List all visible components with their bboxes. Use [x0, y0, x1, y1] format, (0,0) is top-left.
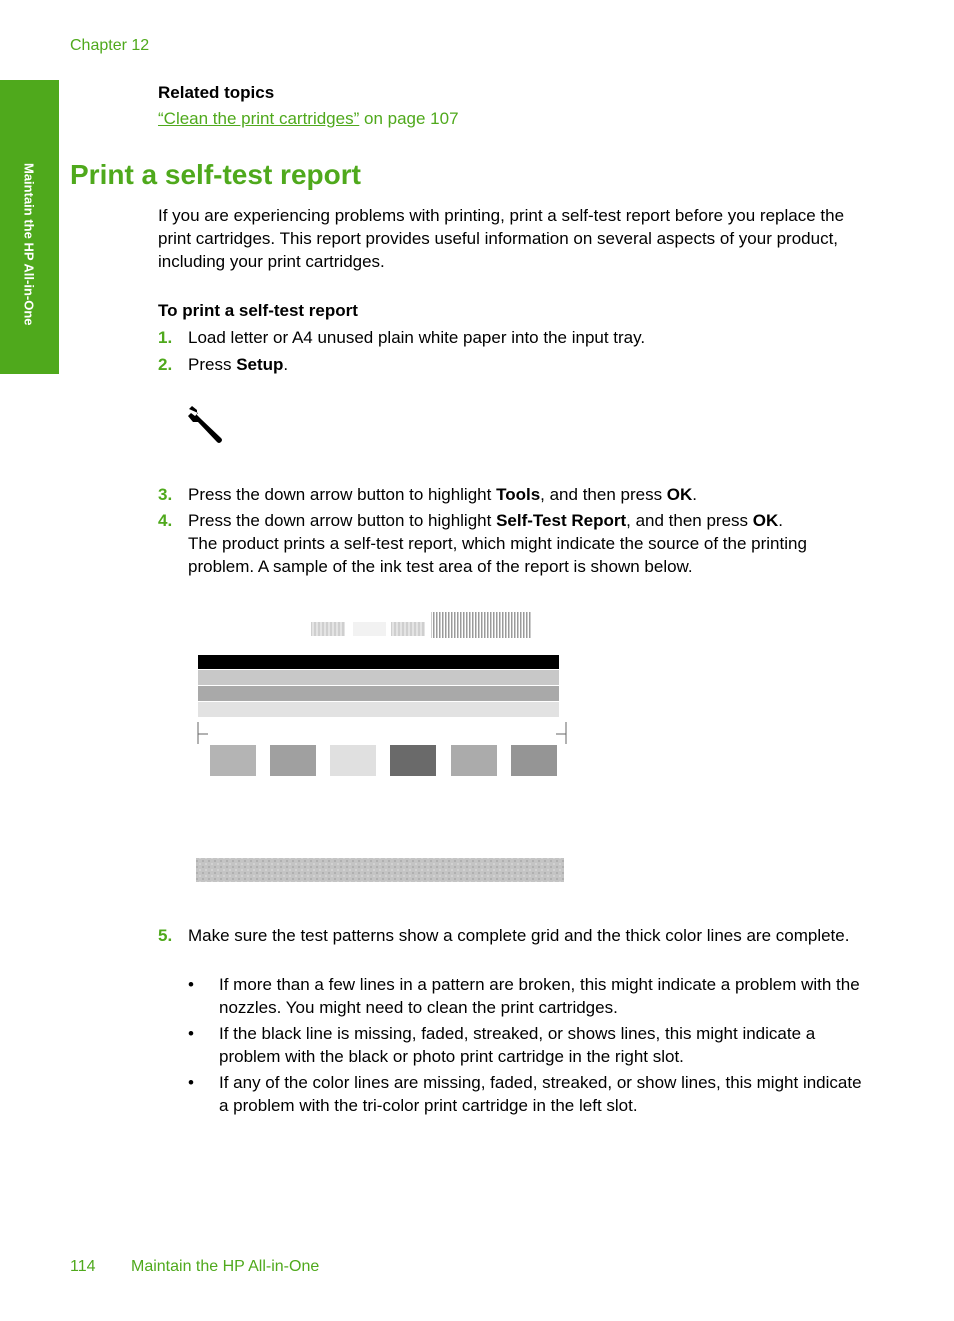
ok-button-label: OK [666, 485, 693, 504]
color-line [198, 686, 559, 701]
step-number: 3. [158, 485, 173, 504]
chapter-label: Chapter 12 [70, 37, 150, 54]
tools-menu-label: Tools [496, 485, 541, 504]
step-text-part: Press the down arrow button to highlight [188, 511, 497, 530]
step-text: Make sure the test patterns show a complete grid and the thick color lines are complete. [188, 926, 850, 945]
bullet-symbol: • [188, 975, 194, 994]
side-tab-label: Maintain the HP All-in-One [21, 163, 37, 326]
footer-title: Maintain the HP All-in-One [131, 1258, 320, 1275]
intro-paragraph: If you are experiencing problems with printing, print a self-test report before you replace the print cartridges. This report provides useful information on several aspects of your product, including your print cartridges. [158, 206, 845, 271]
step-text: Load letter or A4 unused plain white paper into the input tray. [188, 328, 646, 347]
step-result-text: The product prints a self-test report, which might indicate the source of the printing problem. A sample of the ink test area of the report is shown below. [188, 534, 807, 576]
nozzle-grid [431, 612, 532, 638]
related-topic-line [158, 109, 459, 129]
related-topics-heading: Related topics [158, 83, 275, 102]
self-test-report-label: Self-Test Report [496, 511, 627, 530]
color-block [511, 745, 557, 776]
step-text-part: , and then press [540, 485, 667, 504]
black-line [198, 655, 559, 669]
step-number: 5. [158, 926, 173, 945]
bullet-symbol: • [188, 1073, 194, 1092]
bullet-text: If any of the color lines are missing, faded, streaked, or show lines, this might indicate a problem with the tri-color print cartridge in the left slot. [219, 1073, 862, 1115]
color-line [198, 670, 559, 685]
step-text [188, 353, 873, 376]
bullet-text: If the black line is missing, faded, streaked, or shows lines, this might indicate a problem with the black or photo print cartridge in the right slot. [219, 1024, 816, 1066]
setup-button-label: Setup [236, 355, 284, 374]
wrench-icon [186, 404, 226, 444]
section-title: Print a self-test report [70, 159, 361, 190]
step-text [188, 509, 873, 578]
bullet-symbol: • [188, 1024, 194, 1043]
step-5 [158, 924, 873, 974]
step-text-part: Press the down arrow button to highlight [188, 485, 497, 504]
color-block [451, 745, 497, 776]
step-text-part: Press [188, 355, 237, 374]
color-block [270, 745, 316, 776]
step-number: 4. [158, 511, 173, 530]
step-4 [158, 509, 873, 579]
color-block [330, 745, 376, 776]
related-topic-page: on page 107 [359, 109, 459, 128]
color-block [210, 745, 256, 776]
step-text-part: . [692, 485, 698, 504]
gray-bar [196, 858, 564, 882]
clean-cartridges-link[interactable]: “Clean the print cartridges” [158, 109, 360, 128]
ok-button-label: OK [752, 511, 779, 530]
bullet-text: If more than a few lines in a pattern are broken, this might indicate a problem with the nozzles. You might need to clean the print cartridges. [219, 975, 860, 1017]
color-block [390, 745, 436, 776]
nozzle-pattern [353, 622, 386, 636]
step-number: 2. [158, 355, 173, 374]
footer-page-number: 114 [70, 1258, 96, 1275]
step-number: 1. [158, 328, 173, 347]
procedure-heading: To print a self-test report [158, 301, 358, 320]
color-line [198, 702, 559, 717]
ink-test-sample-image [190, 608, 570, 888]
nozzle-pattern [391, 622, 425, 636]
step-text-part: . [778, 511, 783, 530]
step-text [188, 483, 873, 506]
step-text-part: , and then press [626, 511, 753, 530]
nozzle-pattern [311, 622, 345, 636]
step-text-part: . [283, 355, 289, 374]
